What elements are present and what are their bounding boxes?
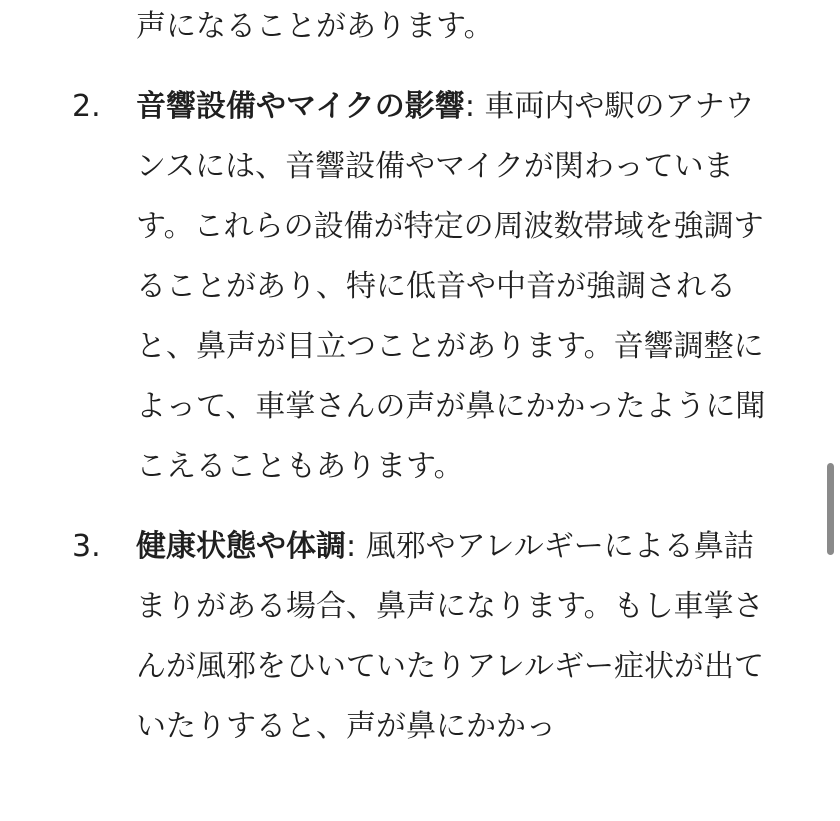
list-item-text: : 風邪やアレルギーによる鼻詰まりがある場合、鼻声になります。もし車掌さんが風邪をひいていたりアレルギー症状が出ていたりすると、声が鼻にかかっ [136, 529, 765, 744]
list-item-number: 3. [72, 529, 101, 564]
list-item-number: 2. [72, 89, 101, 124]
list-item-term: 健康状態や体調 [136, 529, 346, 564]
list-item [0, 77, 766, 497]
list-item-continuation: 声になることがあります。 [136, 9, 494, 44]
scrollbar-thumb[interactable] [827, 463, 834, 555]
list-item [0, 517, 766, 757]
list-item-term: 音響設備やマイクの影響 [136, 89, 465, 124]
list-item-text: : 車両内や駅のアナウンスには、音響設備やマイクが関わっています。これらの設備が特定の周波数帯域を強調することがあり、特に低音や中音が強調されると、鼻声が目立つことがあります。音響調整によって、車掌さんの声が鼻にかかったように聞こえることもあります。 [136, 89, 766, 484]
